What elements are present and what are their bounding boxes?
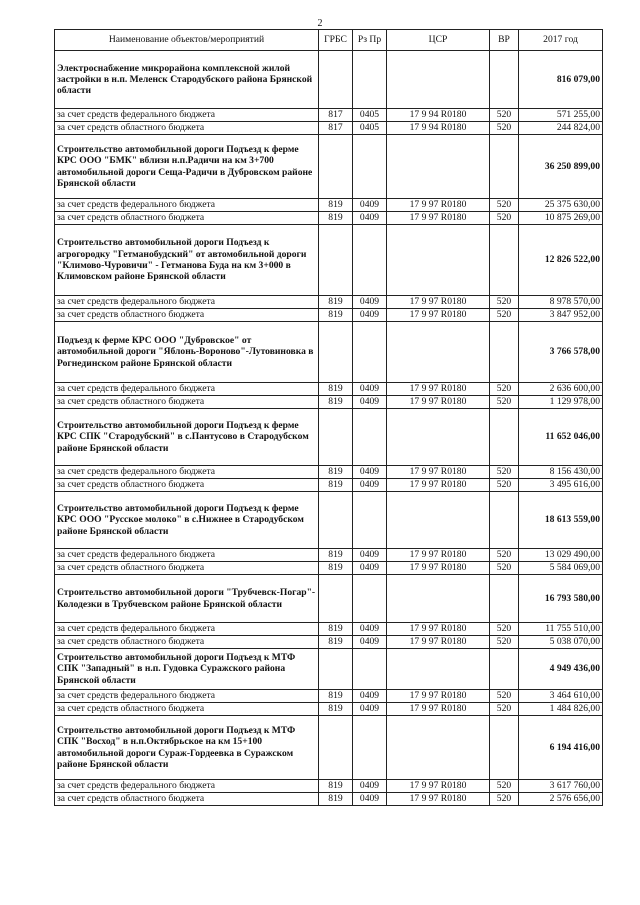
vr-code: 520 xyxy=(490,793,519,806)
empty-cell xyxy=(319,716,353,780)
empty-cell xyxy=(387,649,490,690)
amount-value: 1 484 826,00 xyxy=(519,703,603,716)
empty-cell xyxy=(387,409,490,466)
header-rzpr: Рз Пр xyxy=(353,30,387,51)
vr-code: 520 xyxy=(490,703,519,716)
grbs-code: 817 xyxy=(319,122,353,135)
funding-source-label: за счет средств федерального бюджета xyxy=(55,690,319,703)
empty-cell xyxy=(319,225,353,296)
empty-cell xyxy=(353,135,387,199)
grbs-code: 819 xyxy=(319,309,353,322)
funding-source-label: за счет средств областного бюджета xyxy=(55,703,319,716)
object-row xyxy=(55,322,603,383)
funding-source-label: за счет средств федерального бюджета xyxy=(55,466,319,479)
empty-cell xyxy=(353,225,387,296)
amount-value: 2 636 600,00 xyxy=(519,383,603,396)
grbs-code: 819 xyxy=(319,466,353,479)
vr-code: 520 xyxy=(490,296,519,309)
empty-cell xyxy=(353,492,387,549)
object-total: 4 949 436,00 xyxy=(519,649,603,690)
rzpr-code: 0405 xyxy=(353,122,387,135)
funding-source-label: за счет средств областного бюджета xyxy=(55,122,319,135)
object-title: Строительство автомобильной дороги "Трубчевск-Погар"-Колодезки в Трубчевском районе Брянской области xyxy=(55,575,319,623)
grbs-code: 819 xyxy=(319,562,353,575)
empty-cell xyxy=(353,649,387,690)
amount-value: 3 847 952,00 xyxy=(519,309,603,322)
csr-code: 17 9 97 R0180 xyxy=(387,690,490,703)
empty-cell xyxy=(353,575,387,623)
empty-cell xyxy=(490,322,519,383)
page-number: 2 xyxy=(317,18,323,29)
funding-row xyxy=(55,479,603,492)
empty-cell xyxy=(319,135,353,199)
csr-code: 17 9 97 R0180 xyxy=(387,396,490,409)
header-year: 2017 год xyxy=(519,30,603,51)
empty-cell xyxy=(353,716,387,780)
funding-source-label: за счет средств областного бюджета xyxy=(55,562,319,575)
empty-cell xyxy=(490,492,519,549)
object-row xyxy=(55,51,603,109)
empty-cell xyxy=(319,51,353,109)
object-total: 12 826 522,00 xyxy=(519,225,603,296)
rzpr-code: 0409 xyxy=(353,549,387,562)
empty-cell xyxy=(319,575,353,623)
empty-cell xyxy=(490,649,519,690)
grbs-code: 819 xyxy=(319,549,353,562)
budget-table xyxy=(54,29,603,806)
funding-row xyxy=(55,396,603,409)
csr-code: 17 9 97 R0180 xyxy=(387,383,490,396)
amount-value: 5 038 070,00 xyxy=(519,636,603,649)
vr-code: 520 xyxy=(490,690,519,703)
csr-code: 17 9 97 R0180 xyxy=(387,703,490,716)
header-name: Наименование объектов/мероприятий xyxy=(55,30,319,51)
empty-cell xyxy=(387,575,490,623)
csr-code: 17 9 97 R0180 xyxy=(387,199,490,212)
header-grbs: ГРБС xyxy=(319,30,353,51)
amount-value: 1 129 978,00 xyxy=(519,396,603,409)
object-total: 11 652 046,00 xyxy=(519,409,603,466)
grbs-code: 819 xyxy=(319,479,353,492)
grbs-code: 819 xyxy=(319,703,353,716)
vr-code: 520 xyxy=(490,309,519,322)
funding-source-label: за счет средств федерального бюджета xyxy=(55,109,319,122)
header-vr: ВР xyxy=(490,30,519,51)
empty-cell xyxy=(319,649,353,690)
object-title: Электроснабжение микрорайона комплексной жилой застройки в н.п. Меленск Стародубского района Брянской области xyxy=(55,51,319,109)
object-title: Строительство автомобильной дороги Подъезд к ферме КРС ООО "БМК" вблизи н.п.Радичи на км 3+700 автомобильной дороги Сеща-Радичи в Дубровском районе Брянской области xyxy=(55,135,319,199)
rzpr-code: 0409 xyxy=(353,212,387,225)
empty-cell xyxy=(490,716,519,780)
funding-row xyxy=(55,466,603,479)
funding-row xyxy=(55,122,603,135)
grbs-code: 819 xyxy=(319,199,353,212)
amount-value: 3 464 610,00 xyxy=(519,690,603,703)
funding-source-label: за счет средств областного бюджета xyxy=(55,212,319,225)
csr-code: 17 9 97 R0180 xyxy=(387,562,490,575)
empty-cell xyxy=(490,409,519,466)
funding-row xyxy=(55,549,603,562)
grbs-code: 819 xyxy=(319,636,353,649)
rzpr-code: 0405 xyxy=(353,109,387,122)
object-title: Строительство автомобильной дороги Подъезд к агрогородку "Гетманобудский" от автомобильной дороги "Климово-Чуровичи" - Гетманова Буда на км 3+000 в Климовском районе Брянской области xyxy=(55,225,319,296)
empty-cell xyxy=(353,409,387,466)
funding-row xyxy=(55,296,603,309)
csr-code: 17 9 94 R0180 xyxy=(387,122,490,135)
csr-code: 17 9 97 R0180 xyxy=(387,636,490,649)
funding-source-label: за счет средств федерального бюджета xyxy=(55,623,319,636)
rzpr-code: 0409 xyxy=(353,296,387,309)
amount-value: 8 978 570,00 xyxy=(519,296,603,309)
vr-code: 520 xyxy=(490,122,519,135)
funding-row xyxy=(55,562,603,575)
object-total: 36 250 899,00 xyxy=(519,135,603,199)
object-title: Строительство автомобильной дороги Подъезд к МТФ СПК "Западный" в н.п. Гудовка Суражского района Брянской области xyxy=(55,649,319,690)
funding-row xyxy=(55,109,603,122)
csr-code: 17 9 97 R0180 xyxy=(387,309,490,322)
object-row xyxy=(55,225,603,296)
amount-value: 3 617 760,00 xyxy=(519,780,603,793)
csr-code: 17 9 97 R0180 xyxy=(387,212,490,225)
rzpr-code: 0409 xyxy=(353,562,387,575)
empty-cell xyxy=(387,135,490,199)
funding-row xyxy=(55,636,603,649)
empty-cell xyxy=(387,225,490,296)
empty-cell xyxy=(319,322,353,383)
table-body xyxy=(55,51,603,806)
grbs-code: 819 xyxy=(319,212,353,225)
funding-row xyxy=(55,199,603,212)
amount-value: 571 255,00 xyxy=(519,109,603,122)
empty-cell xyxy=(353,51,387,109)
vr-code: 520 xyxy=(490,199,519,212)
csr-code: 17 9 97 R0180 xyxy=(387,780,490,793)
rzpr-code: 0409 xyxy=(353,780,387,793)
empty-cell xyxy=(490,575,519,623)
table-header-row xyxy=(55,30,603,51)
grbs-code: 819 xyxy=(319,623,353,636)
empty-cell xyxy=(387,322,490,383)
funding-source-label: за счет средств федерального бюджета xyxy=(55,296,319,309)
grbs-code: 819 xyxy=(319,780,353,793)
csr-code: 17 9 94 R0180 xyxy=(387,109,490,122)
funding-source-label: за счет средств федерального бюджета xyxy=(55,199,319,212)
object-title: Подъезд к ферме КРС ООО "Дубровское" от автомобильной дороги "Яблонь-Вороново"-Лутовиновка в Рогнединском районе Брянской области xyxy=(55,322,319,383)
vr-code: 520 xyxy=(490,479,519,492)
grbs-code: 819 xyxy=(319,383,353,396)
rzpr-code: 0409 xyxy=(353,396,387,409)
grbs-code: 819 xyxy=(319,793,353,806)
funding-source-label: за счет средств федерального бюджета xyxy=(55,780,319,793)
empty-cell xyxy=(387,51,490,109)
rzpr-code: 0409 xyxy=(353,479,387,492)
vr-code: 520 xyxy=(490,466,519,479)
rzpr-code: 0409 xyxy=(353,309,387,322)
object-row xyxy=(55,575,603,623)
grbs-code: 819 xyxy=(319,396,353,409)
empty-cell xyxy=(490,225,519,296)
funding-row xyxy=(55,623,603,636)
empty-cell xyxy=(387,716,490,780)
rzpr-code: 0409 xyxy=(353,199,387,212)
empty-cell xyxy=(387,492,490,549)
csr-code: 17 9 97 R0180 xyxy=(387,549,490,562)
amount-value: 5 584 069,00 xyxy=(519,562,603,575)
csr-code: 17 9 97 R0180 xyxy=(387,623,490,636)
rzpr-code: 0409 xyxy=(353,466,387,479)
vr-code: 520 xyxy=(490,396,519,409)
funding-row xyxy=(55,703,603,716)
funding-source-label: за счет средств областного бюджета xyxy=(55,396,319,409)
funding-row xyxy=(55,690,603,703)
rzpr-code: 0409 xyxy=(353,623,387,636)
grbs-code: 819 xyxy=(319,296,353,309)
object-row xyxy=(55,649,603,690)
vr-code: 520 xyxy=(490,636,519,649)
object-title: Строительство автомобильной дороги Подъезд к ферме КРС ООО "Русское молоко" в с.Нижнее в Стародубском районе Брянской области xyxy=(55,492,319,549)
funding-row xyxy=(55,780,603,793)
vr-code: 520 xyxy=(490,109,519,122)
amount-value: 3 495 616,00 xyxy=(519,479,603,492)
csr-code: 17 9 97 R0180 xyxy=(387,793,490,806)
object-row xyxy=(55,135,603,199)
empty-cell xyxy=(490,135,519,199)
vr-code: 520 xyxy=(490,562,519,575)
object-title: Строительство автомобильной дороги Подъезд к ферме КРС СПК "Стародубский" в с.Пантусово в Стародубском районе Брянской области xyxy=(55,409,319,466)
amount-value: 244 824,00 xyxy=(519,122,603,135)
amount-value: 8 156 430,00 xyxy=(519,466,603,479)
vr-code: 520 xyxy=(490,212,519,225)
object-total: 16 793 580,00 xyxy=(519,575,603,623)
csr-code: 17 9 97 R0180 xyxy=(387,296,490,309)
amount-value: 11 755 510,00 xyxy=(519,623,603,636)
empty-cell xyxy=(319,492,353,549)
grbs-code: 819 xyxy=(319,690,353,703)
funding-row xyxy=(55,383,603,396)
grbs-code: 817 xyxy=(319,109,353,122)
header-csr: ЦСР xyxy=(387,30,490,51)
object-total: 3 766 578,00 xyxy=(519,322,603,383)
rzpr-code: 0409 xyxy=(353,636,387,649)
funding-source-label: за счет средств областного бюджета xyxy=(55,479,319,492)
object-row xyxy=(55,409,603,466)
csr-code: 17 9 97 R0180 xyxy=(387,479,490,492)
rzpr-code: 0409 xyxy=(353,383,387,396)
funding-source-label: за счет средств областного бюджета xyxy=(55,793,319,806)
empty-cell xyxy=(490,51,519,109)
funding-row xyxy=(55,309,603,322)
funding-source-label: за счет средств федерального бюджета xyxy=(55,549,319,562)
funding-row xyxy=(55,793,603,806)
funding-source-label: за счет средств областного бюджета xyxy=(55,309,319,322)
funding-source-label: за счет средств областного бюджета xyxy=(55,636,319,649)
rzpr-code: 0409 xyxy=(353,703,387,716)
amount-value: 13 029 490,00 xyxy=(519,549,603,562)
object-title: Строительство автомобильной дороги Подъезд к МТФ СПК "Восход" в н.п.Октябрьское на км 15+100 автомобильной дороги Сураж-Гордеевка в Суражском районе Брянской области xyxy=(55,716,319,780)
rzpr-code: 0409 xyxy=(353,690,387,703)
empty-cell xyxy=(319,409,353,466)
object-row xyxy=(55,492,603,549)
object-total: 816 079,00 xyxy=(519,51,603,109)
vr-code: 520 xyxy=(490,780,519,793)
vr-code: 520 xyxy=(490,383,519,396)
object-row xyxy=(55,716,603,780)
funding-row xyxy=(55,212,603,225)
amount-value: 2 576 656,00 xyxy=(519,793,603,806)
object-total: 18 613 559,00 xyxy=(519,492,603,549)
amount-value: 10 875 269,00 xyxy=(519,212,603,225)
object-total: 6 194 416,00 xyxy=(519,716,603,780)
csr-code: 17 9 97 R0180 xyxy=(387,466,490,479)
empty-cell xyxy=(353,322,387,383)
amount-value: 25 375 630,00 xyxy=(519,199,603,212)
vr-code: 520 xyxy=(490,549,519,562)
funding-source-label: за счет средств федерального бюджета xyxy=(55,383,319,396)
vr-code: 520 xyxy=(490,623,519,636)
rzpr-code: 0409 xyxy=(353,793,387,806)
